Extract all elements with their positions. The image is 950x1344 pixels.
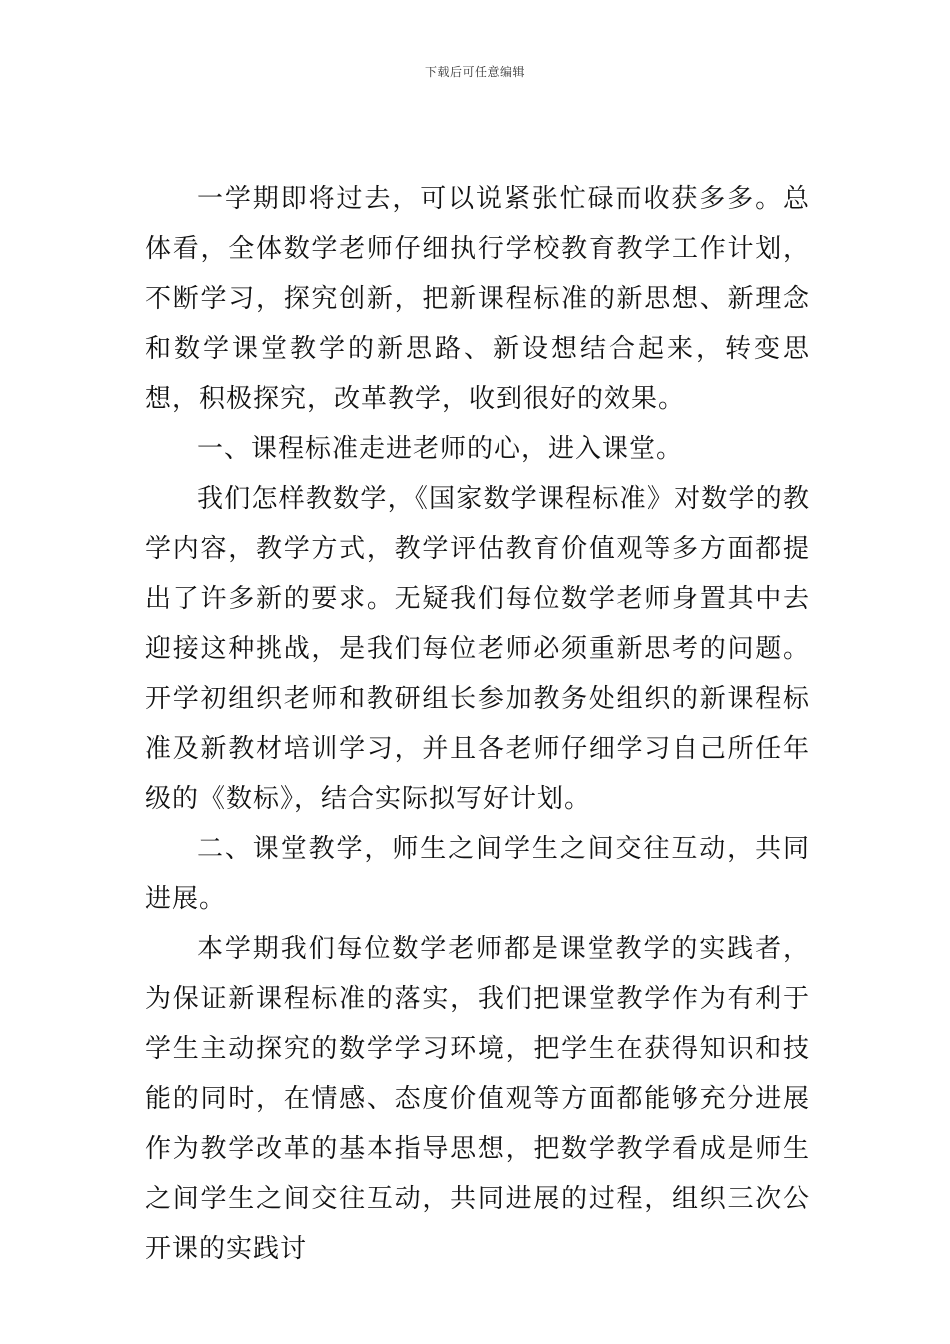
section-heading-1: 一、课程标准走进老师的心，进入课堂。 <box>197 434 684 464</box>
header-note: 下载后可任意编辑 <box>424 65 525 79</box>
document-body <box>145 174 810 1274</box>
section-heading-2: 二、课堂教学，师生之间学生之间交往互动，共同进展。 <box>145 834 810 914</box>
paragraph-section-2: 本学期我们每位数学老师都是课堂教学的实践者，为保证新课程标准的落实，我们把课堂教学作为有利于学生主动探究的数学学习环境，把学生在获得知识和技能的同时，在情感、态度价值观等方面都能够充分进展作为教学改革的基本指导思想，把数学教学看成是师生之间学生之间交往互动，共同进展的过程，组织三次公开课的实践讨 <box>145 934 810 1264</box>
paragraph-section-1: 我们怎样教数学，《国家数学课程标准》对数学的教学内容，教学方式，教学评估教育价值观等多方面都提出了许多新的要求。无疑我们每位数学老师身置其中去迎接这种挑战，是我们每位老师必须重新思考的问题。开学初组织老师和教研组长参加教务处组织的新课程标准及新教材培训学习，并且各老师仔细学习自己所任年级的《数标》，结合实际拟写好计划。 <box>145 484 810 814</box>
paragraph-intro: 一学期即将过去，可以说紧张忙碌而收获多多。总体看，全体数学老师仔细执行学校教育教学工作计划，不断学习，探究创新，把新课程标准的新思想、新理念和数学课堂教学的新思路、新设想结合起来，转变思想，积极探究，改革教学，收到很好的效果。 <box>145 184 810 414</box>
